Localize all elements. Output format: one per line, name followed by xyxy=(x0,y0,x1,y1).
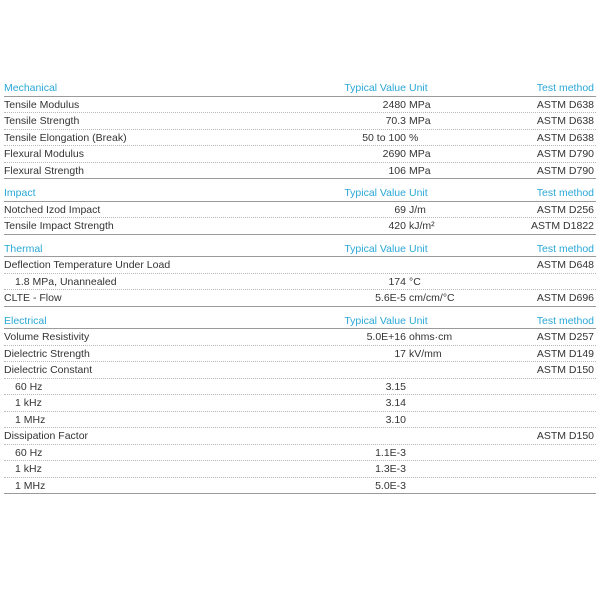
property-name: Deflection Temperature Under Load xyxy=(4,259,171,271)
property-unit: cm/cm/°C xyxy=(409,292,455,304)
section-header xyxy=(4,313,596,330)
property-value: 1.1E-3 xyxy=(375,446,406,459)
table-row xyxy=(4,445,596,462)
table-row xyxy=(4,274,596,291)
property-value: 3.15 xyxy=(385,380,406,393)
property-value: 3.14 xyxy=(385,397,406,409)
column-header-value: Typical Value xyxy=(344,314,406,327)
property-value: 17 xyxy=(394,347,406,360)
section-title: Thermal xyxy=(4,242,43,255)
property-unit: MPa xyxy=(409,148,431,160)
table-row xyxy=(4,379,596,396)
property-unit: J/m xyxy=(409,203,426,216)
table-row xyxy=(4,257,596,274)
property-name: 1 MHz xyxy=(15,413,46,426)
property-name: Volume Resistivity xyxy=(4,331,90,343)
property-name: 1.8 MPa, Unannealed xyxy=(15,275,117,288)
test-method: ASTM D696 xyxy=(536,292,594,304)
column-header-value: Typical Value xyxy=(344,242,406,255)
property-name: Flexural Modulus xyxy=(4,148,84,160)
table-row xyxy=(4,202,596,219)
property-value: 1.3E-3 xyxy=(375,463,406,475)
column-header-method: Test method xyxy=(536,314,594,327)
property-name: CLTE - Flow xyxy=(4,292,62,304)
test-method: ASTM D256 xyxy=(536,203,594,216)
property-value: 5.0E-3 xyxy=(375,479,406,492)
test-method: ASTM D1822 xyxy=(530,220,594,232)
section-header xyxy=(4,241,596,258)
property-name: Flexural Strength xyxy=(4,164,84,177)
property-value: 3.10 xyxy=(385,413,406,426)
property-name: Dielectric Constant xyxy=(4,364,93,376)
property-name: Tensile Modulus xyxy=(4,98,80,111)
table-row xyxy=(4,290,596,307)
test-method: ASTM D648 xyxy=(536,259,594,271)
property-value: 5.0E+16 xyxy=(366,331,406,343)
table-row xyxy=(4,163,596,180)
property-value: 2690 xyxy=(382,148,406,160)
property-value: 2480 xyxy=(382,98,406,111)
section-header xyxy=(4,185,596,202)
table-row xyxy=(4,412,596,429)
property-name: 1 kHz xyxy=(15,463,42,475)
property-unit: kV/mm xyxy=(409,347,442,360)
section-header xyxy=(4,80,596,97)
table-row xyxy=(4,113,596,130)
property-unit: ohms·cm xyxy=(409,331,453,343)
test-method: ASTM D638 xyxy=(536,131,594,144)
property-name: Dielectric Strength xyxy=(4,347,90,360)
section-thermal xyxy=(4,241,596,307)
table-row xyxy=(4,395,596,412)
column-header-unit: Unit xyxy=(409,242,428,255)
section-mechanical xyxy=(4,80,596,179)
column-header-unit: Unit xyxy=(409,314,428,327)
property-value: 420 xyxy=(388,220,406,232)
section-electrical xyxy=(4,313,596,495)
table-row xyxy=(4,362,596,379)
property-value: 5.6E-5 xyxy=(375,292,406,304)
property-value: 70.3 xyxy=(385,115,406,127)
property-name: Dissipation Factor xyxy=(4,430,89,442)
table-row xyxy=(4,428,596,445)
table-row xyxy=(4,130,596,147)
property-name: Tensile Impact Strength xyxy=(4,220,114,232)
property-unit: °C xyxy=(409,275,421,288)
test-method: ASTM D790 xyxy=(536,164,594,177)
column-header-method: Test method xyxy=(536,82,594,94)
property-unit: MPa xyxy=(409,164,431,177)
properties-datasheet xyxy=(4,80,596,500)
property-unit: kJ/m² xyxy=(409,220,435,232)
column-header-value: Typical Value xyxy=(344,187,406,199)
test-method: ASTM D638 xyxy=(536,115,594,127)
section-impact xyxy=(4,185,596,235)
column-header-unit: Unit xyxy=(409,82,428,94)
column-header-value: Typical Value xyxy=(344,82,406,94)
test-method: ASTM D150 xyxy=(536,430,594,442)
table-row xyxy=(4,97,596,114)
property-name: 60 Hz xyxy=(15,380,43,393)
column-header-unit: Unit xyxy=(409,187,428,199)
property-unit: MPa xyxy=(409,98,431,111)
table-row xyxy=(4,461,596,478)
column-header-method: Test method xyxy=(536,242,594,255)
table-row xyxy=(4,218,596,235)
section-title: Mechanical xyxy=(4,82,58,94)
column-header-method: Test method xyxy=(536,187,594,199)
table-row xyxy=(4,329,596,346)
property-unit: MPa xyxy=(409,115,431,127)
property-name: Tensile Strength xyxy=(4,115,80,127)
section-title: Impact xyxy=(4,187,36,199)
test-method: ASTM D257 xyxy=(536,331,594,343)
property-value: 69 xyxy=(394,203,406,216)
property-name: 1 MHz xyxy=(15,479,46,492)
property-name: Tensile Elongation (Break) xyxy=(4,131,127,144)
table-row xyxy=(4,146,596,163)
table-row xyxy=(4,346,596,363)
property-name: 1 kHz xyxy=(15,397,42,409)
test-method: ASTM D149 xyxy=(536,347,594,360)
property-name: Notched Izod Impact xyxy=(4,203,101,216)
property-value: 106 xyxy=(388,164,406,177)
test-method: ASTM D638 xyxy=(536,98,594,111)
property-value: 50 to 100 xyxy=(362,131,406,144)
test-method: ASTM D150 xyxy=(536,364,594,376)
property-unit: % xyxy=(409,131,419,144)
property-name: 60 Hz xyxy=(15,446,43,459)
table-row xyxy=(4,478,596,495)
test-method: ASTM D790 xyxy=(536,148,594,160)
section-title: Electrical xyxy=(4,314,47,327)
property-value: 174 xyxy=(388,275,406,288)
